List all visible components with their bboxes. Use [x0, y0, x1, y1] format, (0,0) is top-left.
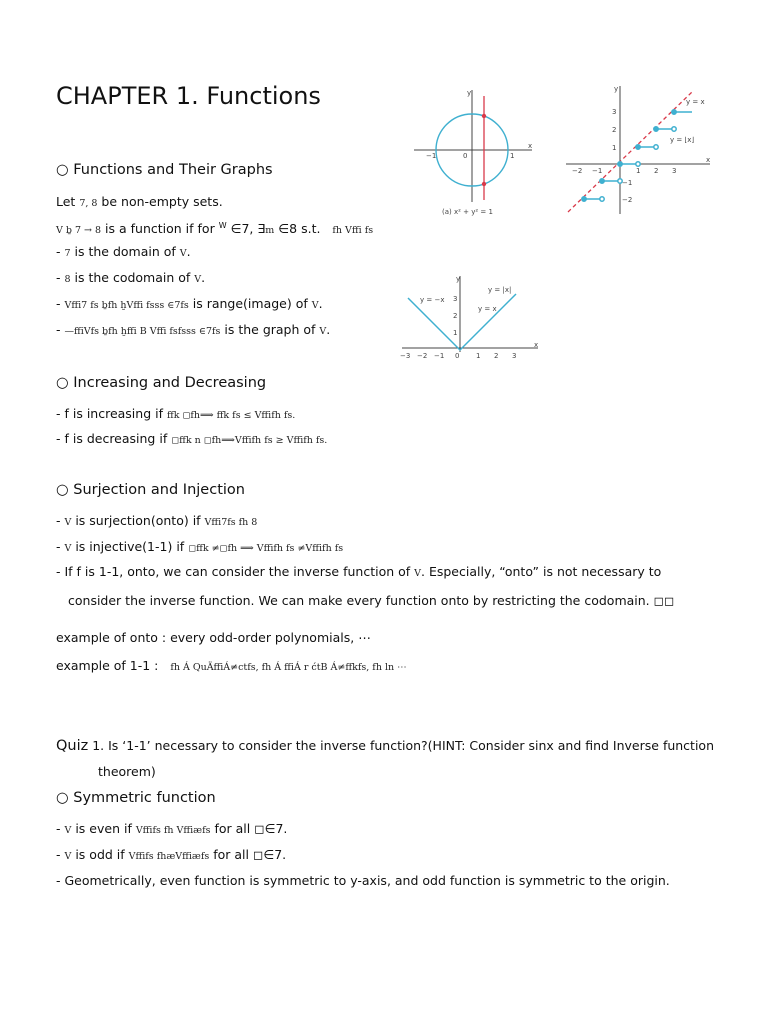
figure-absolute-value [398, 272, 544, 362]
text-decreasing-line [56, 431, 327, 446]
text-dom-e: . [186, 244, 191, 259]
text-domain-line [56, 244, 191, 259]
tick-x-1: 1 [636, 167, 641, 175]
tick-x-neg1: −1 [434, 352, 445, 360]
tick-y-1: 1 [612, 144, 617, 152]
tick-x-1: 1 [476, 352, 481, 360]
step-point [582, 197, 586, 201]
step-point [618, 162, 622, 166]
figure-floor-function [560, 82, 716, 216]
text-even-c: is even if [71, 821, 136, 836]
glyph-grf-d: V [319, 326, 327, 337]
text-grf-e: . [326, 322, 331, 337]
text-odd-a: - [56, 847, 65, 862]
tick-x-neg2: −2 [417, 352, 428, 360]
text-dec-a: - f is decreasing if [56, 431, 172, 446]
step-open [636, 162, 640, 166]
quiz-label: Quiz [56, 738, 89, 754]
text-def-f: ∈8 [274, 221, 298, 237]
glyph-even-d: Vffifs fh Vffiæfs [135, 825, 211, 836]
label-x: x [528, 142, 533, 150]
label-neg-one: −1 [426, 152, 437, 160]
glyph-inv1-b: V [414, 568, 422, 579]
tick-x-neg1: −1 [592, 167, 603, 175]
label-x: x [706, 156, 711, 164]
section-heading-symmetric: ○ Symmetric function [56, 790, 216, 806]
text-cod-e: . [201, 270, 206, 285]
step-open [672, 127, 676, 131]
text-increasing-line [56, 406, 295, 421]
text-rng-c: is range(image) of [188, 296, 312, 311]
text-cod-a: - [56, 270, 65, 285]
step-point [654, 127, 658, 131]
label-left: y = −x [420, 296, 445, 304]
quiz-line-1 [56, 738, 714, 754]
figure-caption: (a) x² + y² = 1 [442, 208, 493, 216]
label-x: x [534, 341, 539, 349]
label-right: y = x [478, 305, 497, 313]
text-even-f: ◻∈7. [254, 821, 288, 836]
intersection-top [482, 114, 486, 118]
tick-y-neg1: −1 [622, 179, 633, 187]
text-geometric-line: - Geometrically, even function is symmetric to y-axis, and odd function is symmetric to the origin. [56, 873, 670, 888]
tick-x-3: 3 [512, 352, 517, 360]
glyph-rng-b: Vffi7 fs ḇfh ḫVffi fsss ∈7fs [64, 300, 189, 311]
text-sur-a: - [56, 513, 65, 528]
glyph-def-c: W [218, 221, 227, 230]
text-let-line [56, 194, 223, 209]
label-line-y-x: y = x [686, 98, 705, 106]
tick-x-neg2: −2 [572, 167, 583, 175]
text-let-c: be non-empty sets. [97, 194, 223, 209]
glyph-odd-b: V [64, 851, 72, 862]
text-codomain-line [56, 270, 205, 285]
glyph-sur-d: Vffi7fs fh 8 [204, 517, 258, 528]
tick-x-3: 3 [672, 167, 677, 175]
tick-y-3: 3 [453, 295, 458, 303]
text-even-a: - [56, 821, 65, 836]
tick-x-0: 0 [455, 352, 460, 360]
text-let-a: Let [56, 194, 80, 209]
label-zero: 0 [463, 152, 468, 160]
text-example-injective [56, 658, 407, 673]
glyph-dec-b: ◻ffk n ◻fh⟹Vffifh fs ≥ Vffifh fs. [171, 435, 328, 446]
glyph-inc-b: ffk ◻fh⟹ ffk fs ≤ Vffifh fs. [166, 410, 296, 421]
glyph-even-b: V [64, 825, 72, 836]
tick-y-3: 3 [612, 108, 617, 116]
label-one: 1 [510, 152, 515, 160]
text-inverse-line-1 [56, 564, 661, 579]
text-inc-a: - f is increasing if [56, 406, 167, 421]
text-odd-f: ◻∈7. [252, 847, 287, 862]
tick-x-2: 2 [654, 167, 659, 175]
text-rng-e: . [318, 296, 323, 311]
step-point [600, 179, 604, 183]
text-def-d: ∈7, ∃ [226, 221, 266, 237]
section-heading-surjection: ○ Surjection and Injection [56, 482, 245, 498]
text-grf-a: - [56, 322, 65, 337]
text-dom-c: is the domain of [70, 244, 180, 259]
label-floor: y = ⌊x⌋ [670, 136, 695, 144]
text-cod-c: is the codomain of [70, 270, 195, 285]
text-def-b: is a function if for [101, 221, 219, 237]
glyph-cod-d: V [194, 274, 202, 285]
step-open [600, 197, 604, 201]
text-inj-c: is injective(1-1) if [71, 539, 189, 554]
text-definition-line [56, 221, 373, 236]
text-ex11-a: example of 1-1 : [56, 658, 163, 673]
glyph-sur-b: V [64, 517, 72, 528]
glyph-def-a: V ḇ 7 → 8 [56, 225, 102, 237]
text-injection-line [56, 539, 343, 554]
text-rng-a: - [56, 296, 65, 311]
text-inv1-a: - If f is 1-1, onto, we can consider the inverse function of [56, 564, 415, 579]
tick-y-2: 2 [453, 312, 458, 320]
text-inj-a: - [56, 539, 65, 554]
text-range-line [56, 296, 323, 311]
tick-y-1: 1 [453, 329, 458, 337]
page-title: CHAPTER 1. Functions [56, 82, 321, 110]
step-open [654, 145, 658, 149]
text-inverse-line-2: consider the inverse function. We can make every function onto by restricting the codomain. ◻◻ [68, 593, 675, 608]
glyph-dom-b: 7 [64, 248, 71, 259]
quiz-text-1: 1. Is ‘1-1’ necessary to consider the inverse function?(HINT: Consider sinx and find Inverse function [88, 738, 715, 753]
step-point [636, 145, 640, 149]
label-y: y [467, 89, 472, 97]
step-point [672, 110, 676, 114]
glyph-def-h: fh Vffi fs [332, 225, 374, 237]
glyph-odd-d: Vffifs fhæVffiæfs [128, 851, 210, 862]
text-even-line [56, 821, 287, 836]
text-grf-c: is the graph of [220, 322, 320, 337]
glyph-inj-b: V [64, 543, 72, 554]
intersection-bottom [482, 182, 486, 186]
quiz-line-2: theorem) [98, 764, 156, 779]
label-y: y [614, 85, 619, 93]
glyph-rng-d: V [311, 300, 319, 311]
text-example-onto: example of onto : every odd-order polynomials, ⋯ [56, 630, 371, 645]
text-dom-a: - [56, 244, 65, 259]
tick-x-2: 2 [494, 352, 499, 360]
section-heading-functions: ○ Functions and Their Graphs [56, 162, 273, 178]
tick-x-neg3: −3 [400, 352, 411, 360]
text-even-e: for all [210, 821, 255, 836]
text-surjection-line [56, 513, 257, 528]
glyph-ex11-b: fh Á QuÄffiÁ≠ctfs, fh Á ffiÁ r ćtB Á≠ffkfs, fh ln ⋯ [170, 662, 407, 673]
glyph-inj-d: ◻ffk ≠◻fh ⟹ Vffifh fs ≠Vffifh fs [188, 543, 344, 554]
label-y: y [456, 275, 461, 283]
glyph-dom-d: V [179, 248, 187, 259]
text-inv1-c: . Especially, “onto” is not necessary to [421, 564, 662, 579]
label-abs: y = |x| [488, 286, 512, 294]
tick-y-neg2: −2 [622, 196, 633, 204]
section-heading-increasing: ○ Increasing and Decreasing [56, 375, 267, 391]
tick-y-2: 2 [612, 126, 617, 134]
floor-steps [582, 110, 695, 201]
glyph-sets: 7, 8 [79, 198, 98, 209]
figure-unit-circle [412, 86, 538, 218]
glyph-grf-b: —ffiVfs ḇfh ḫffi B Vffi fsfsss ∈7fs [64, 326, 221, 337]
glyph-cod-b: 8 [64, 274, 71, 285]
text-odd-line [56, 847, 286, 862]
text-sur-c: is surjection(onto) if [71, 513, 205, 528]
text-odd-e: for all [209, 847, 253, 862]
text-def-g: s.t. [297, 221, 321, 237]
glyph-def-e: m [265, 225, 275, 237]
text-graph-line [56, 322, 330, 337]
text-odd-c: is odd if [71, 847, 129, 862]
